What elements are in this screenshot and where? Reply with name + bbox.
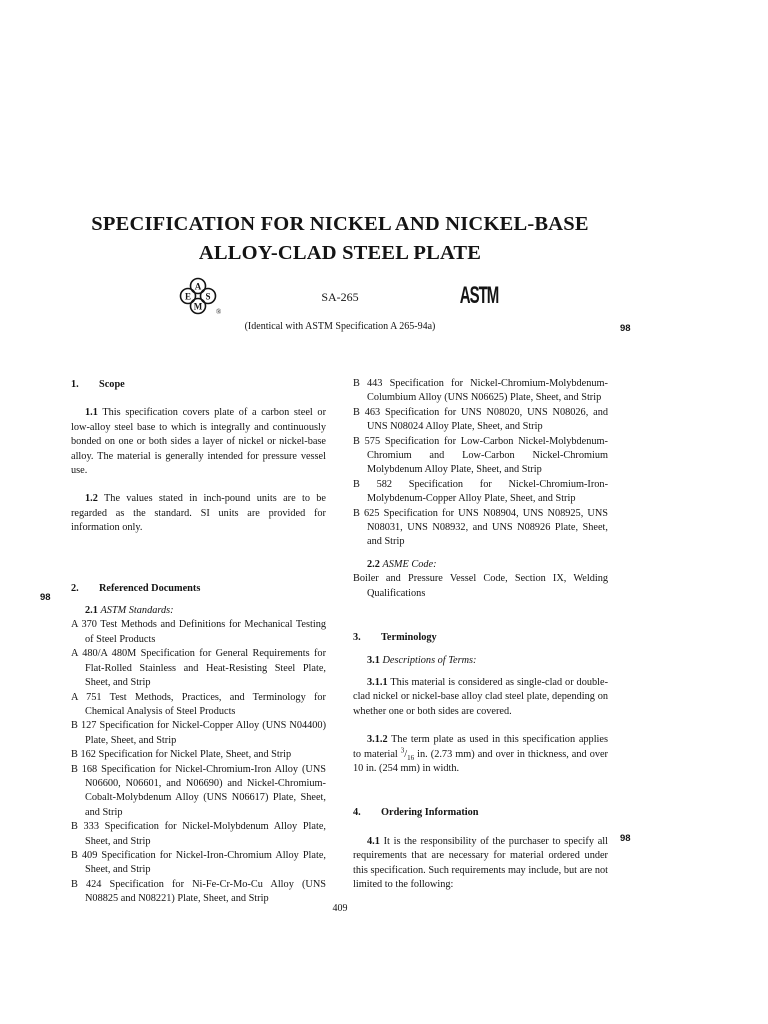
identical-with-note: (Identical with ASTM Specification A 265-94a) xyxy=(244,321,436,332)
reference-item: B 424 Specification for Ni-Fe-Cr-Mo-Cu Alloy (UNS N08825 and N08221) Plate, Sheet, and Strip xyxy=(71,878,326,905)
paragraph-3-1-1: 3.1.1 This material is considered as single-clad or double-clad nickel or nickel-base alloy clad steel plate, depending on whether one or both sides are covered. xyxy=(353,676,609,717)
asme-logo-icon xyxy=(178,277,222,317)
reference-item: B 333 Specification for Nickel-Molybdenum Alloy Plate, Sheet, and Strip xyxy=(71,821,326,847)
astm-logo-icon xyxy=(459,276,499,316)
svg-text:S: S xyxy=(205,291,211,302)
reference-item: B 168 Specification for Nickel-Chromium-Iron Alloy (UNS N06600, N06601, and N06690) and Nickel-Chromium-Cobalt-Molybdenum Alloy (UNS N06617) Plate, Sheet, and Strip xyxy=(71,763,326,818)
title-line-1: SPECIFICATION FOR NICKEL AND NICKEL-BASE xyxy=(91,213,589,235)
section-heading-ordering-information: 4. Ordering Information xyxy=(353,807,479,819)
page-number: 409 xyxy=(332,903,348,914)
document-title xyxy=(60,210,620,268)
svg-text:M: M xyxy=(193,301,203,312)
right-column xyxy=(353,377,608,892)
svg-text:E: E xyxy=(184,291,192,302)
reference-item: A 751 Test Methods, Practices, and Terminology for Chemical Analysis of Steel Products xyxy=(71,691,326,717)
reference-item: B 127 Specification for Nickel-Copper Alloy (UNS N04400) Plate, Sheet, and Strip xyxy=(71,720,326,746)
svg-text:ASTM: ASTM xyxy=(459,282,499,310)
astm-reference-list xyxy=(71,618,326,906)
revision-marker: 98 xyxy=(620,323,631,334)
reference-item: B 575 Specification for Low-Carbon Nickel-Molybdenum-Chromium and Low-Carbon Nickel-Chromium Molybdenum Alloy Plate, Sheet, and Strip xyxy=(353,435,608,476)
astm-reference-list-continued xyxy=(353,377,608,550)
paragraph-4-1: 4.1 It is the responsibility of the purchaser to specify all requirements that are necessary for material ordered under this specification. Such requirements may include, but are not limited to the following: xyxy=(353,835,608,890)
section-heading-referenced-documents: 2. Referenced Documents xyxy=(71,582,201,594)
revision-marker: 98 xyxy=(620,833,631,844)
svg-text:®: ® xyxy=(216,308,222,316)
paragraph-1-1: 1.1 This specification covers plate of a carbon steel or low-alloy steel base to which is integrally and continuously bonded on one or both sides a layer of nickel or nickel-base alloy. The material is generally intended for pressure vessel use. xyxy=(71,407,327,477)
revision-marker: 98 xyxy=(40,592,51,603)
title-line-2: ALLOY-CLAD STEEL PLATE xyxy=(198,242,482,264)
reference-item: B 582 Specification for Nickel-Chromium-Iron-Molybdenum-Copper Alloy Plate, Sheet, and Strip xyxy=(353,478,608,505)
subsection-heading-astm-standards: 2.1 ASTM Standards: xyxy=(85,605,174,617)
designation: SA-265 xyxy=(321,290,359,304)
reference-item: B 443 Specification for Nickel-Chromium-Molybdenum-Columbium Alloy (UNS N06625) Plate, Sheet, and Strip xyxy=(353,378,608,404)
reference-item: B 463 Specification for UNS N08020, UNS N08026, and UNS N08024 Alloy Plate, Sheet, and Strip xyxy=(353,406,608,433)
subsection-heading-descriptions-of-terms: 3.1 Descriptions of Terms: xyxy=(367,654,477,666)
reference-item: B 409 Specification for Nickel-Iron-Chromium Alloy Plate, Sheet, and Strip xyxy=(71,849,326,876)
reference-item: A 480/A 480M Specification for General Requirements for Flat-Rolled Stainless and Heat-Resisting Steel Plate, Sheet, and Strip xyxy=(71,648,326,689)
svg-text:A: A xyxy=(194,281,202,292)
subsection-heading-asme-code: 2.2 ASME Code: xyxy=(367,558,437,570)
reference-item: B 162 Specification for Nickel Plate, Sheet, and Strip xyxy=(71,749,292,761)
reference-item: A 370 Test Methods and Definitions for Mechanical Testing of Steel Products xyxy=(71,619,326,645)
paragraph-3-1-2: 3.1.2 The term plate as used in this specification applies to material $^3/_{16}$ in. (2.73 mm) and over in thickness, and over 10 in. (254 mm) in width. xyxy=(353,734,608,774)
asme-reference-list xyxy=(353,572,608,601)
reference-item: B 625 Specification for UNS N08904, UNS N08925, UNS N08031, UNS N08932, and UNS N08926 Plate, Sheet, and Strip xyxy=(353,507,608,548)
section-heading-terminology: 3. Terminology xyxy=(353,632,437,644)
reference-item: Boiler and Pressure Vessel Code, Section IX, Welding Qualifications xyxy=(353,573,608,599)
section-heading-scope: 1. Scope xyxy=(71,379,125,390)
left-column xyxy=(71,378,326,907)
paragraph-1-2: 1.2 The values stated in inch-pound units are to be regarded as the standard. SI units are provided for information only. xyxy=(71,493,326,534)
